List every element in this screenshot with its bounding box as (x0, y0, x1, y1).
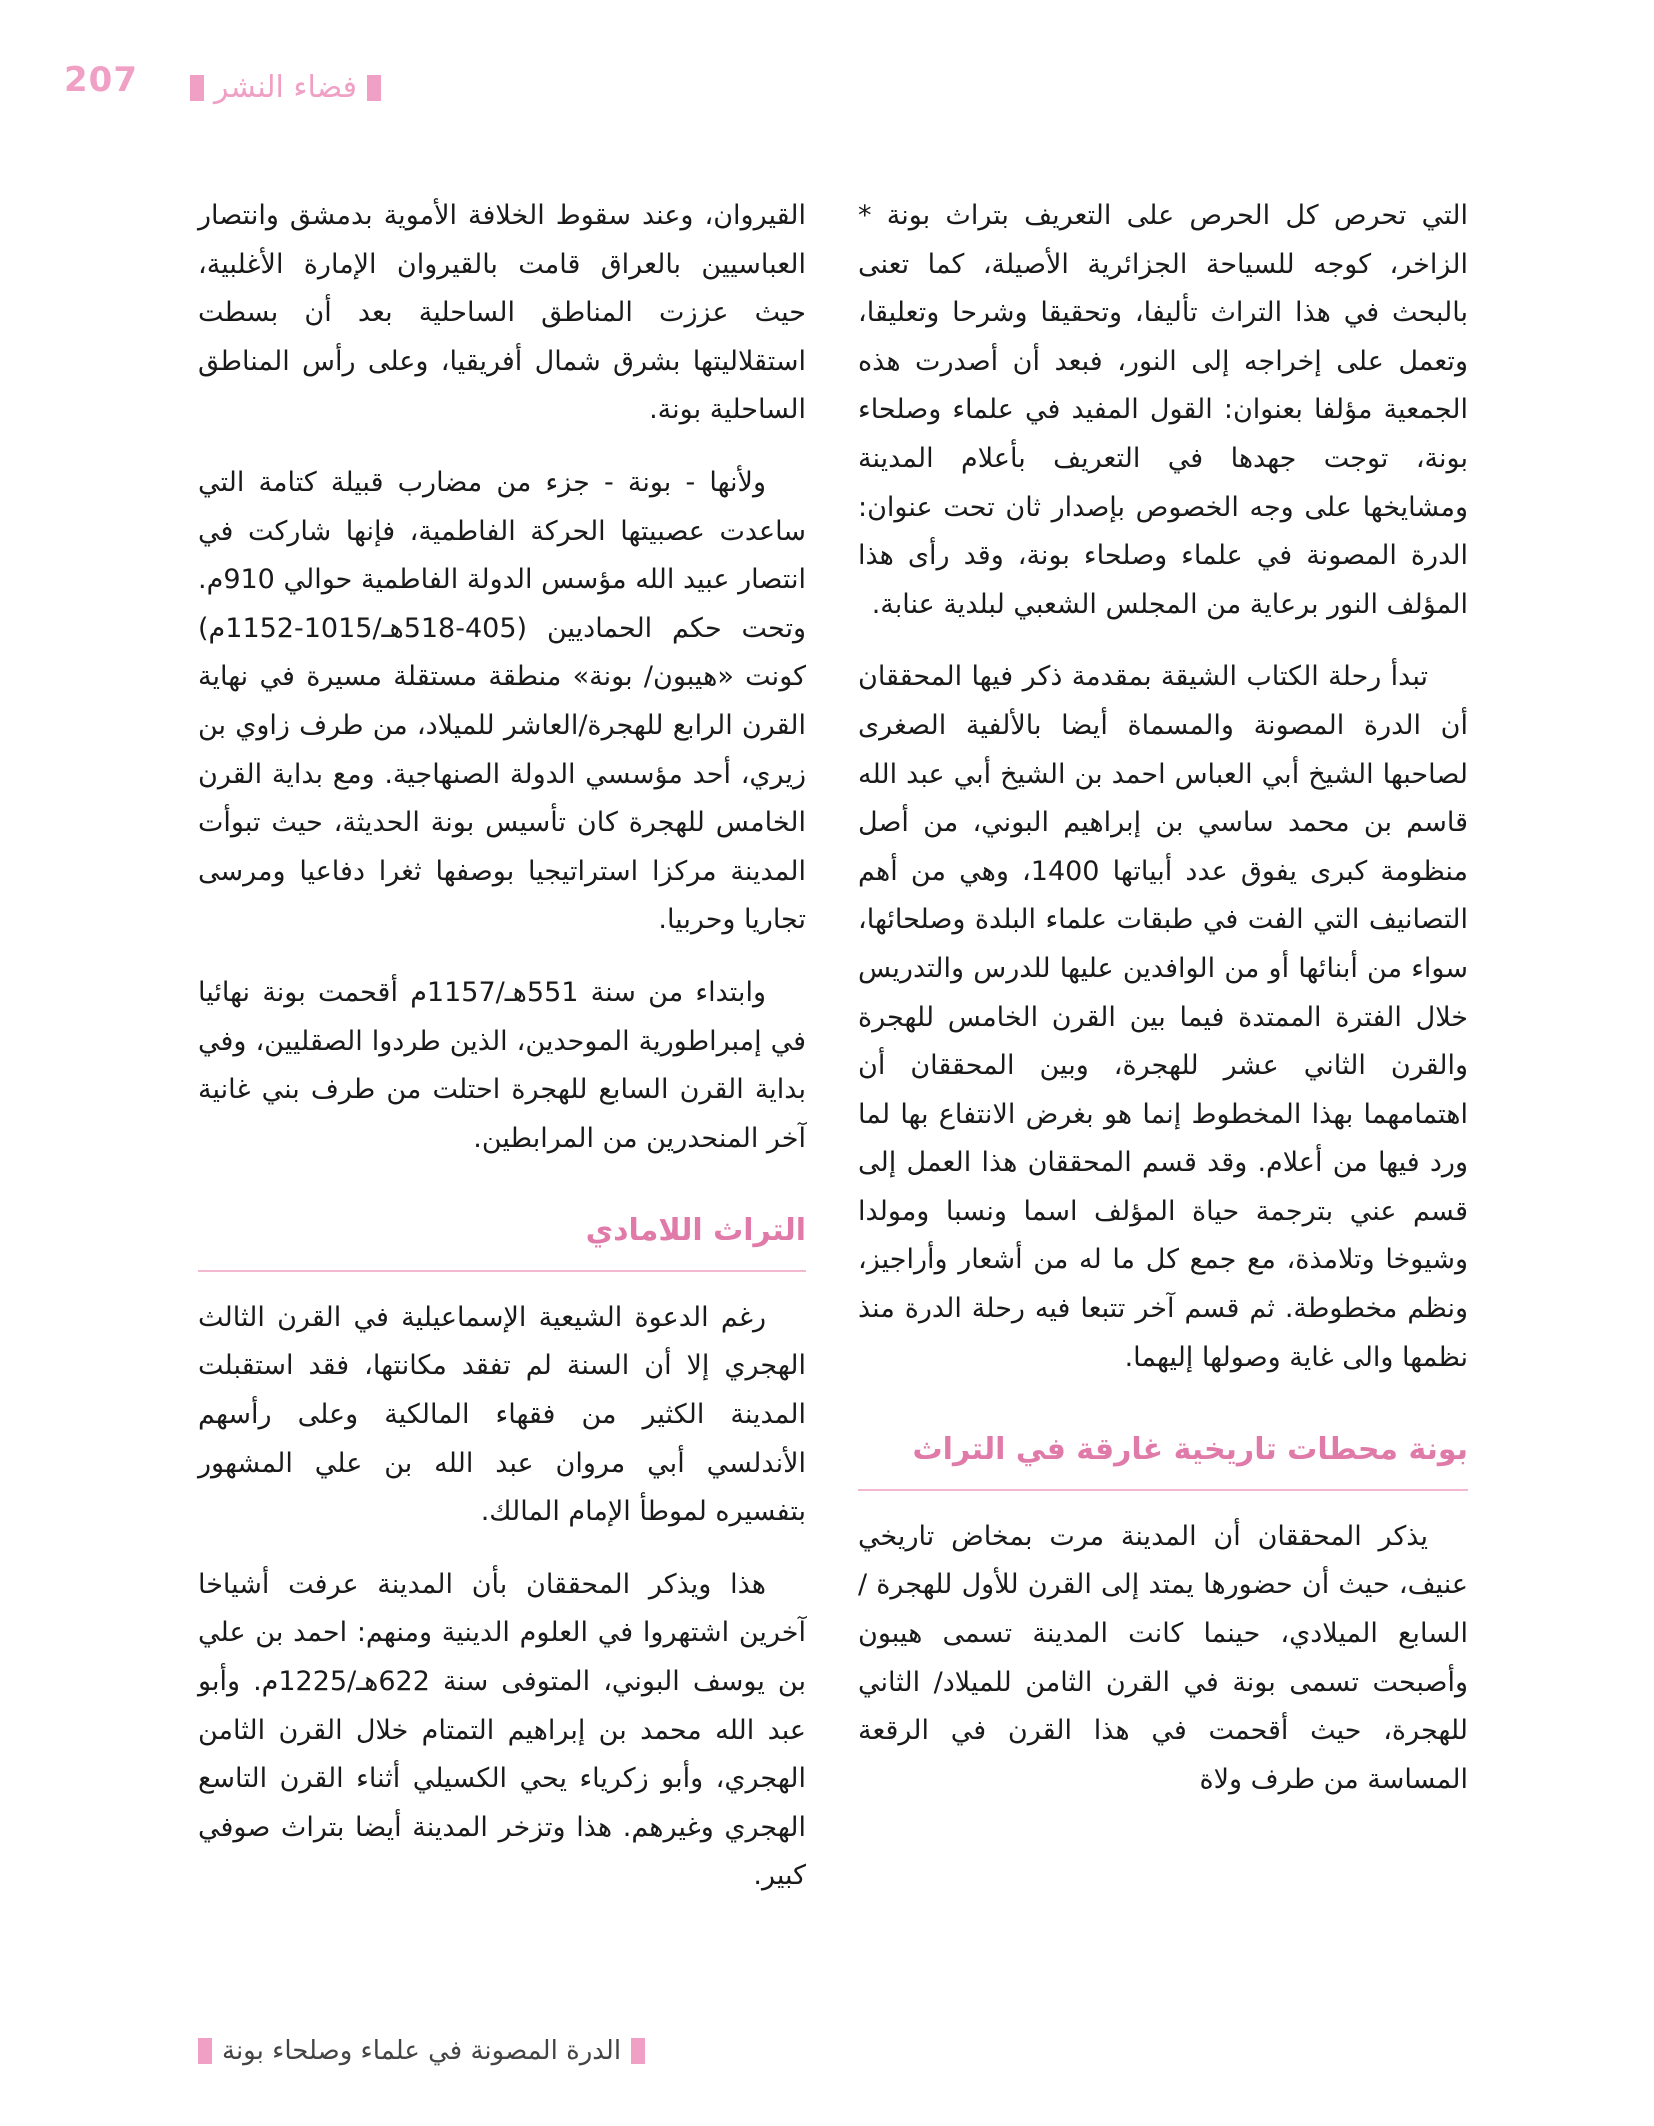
running-header (190, 70, 381, 105)
section-heading-bona: بونة محطات تاريخية غارقة في التراث (858, 1426, 1468, 1491)
section-label: فضاء النشر (214, 70, 357, 105)
left-paragraph-2: ولأنها - بونة - جزء من مضارب قبيلة كتامة التي ساعدت عصبيتها الحركة الفاطمية، فإنها شاركت في انتصار عبيد الله مؤسس الدولة الفاطمية حوالي 910م. وتحت حكم الحماديين (405-518هـ/1015-1152م) كونت «هيبون/ بونة» منطقة مستقلة مسيرة في نهاية القرن الرابع للهجرة/العاشر للميلاد، من طرف زاوي بن زيري، أحد مؤسسي الدولة الصنهاجية. ومع بداية القرن الخامس للهجرة كان تأسيس بونة الحديثة، حيث تبوأت المدينة مركزا استراتيجيا بوصفها ثغرا دفاعيا ومرسى تجاريا وحربيا. (198, 466, 806, 936)
section-heading-intangible: التراث اللامادي (198, 1207, 806, 1272)
footer-title: الدرة المصونة في علماء وصلحاء بونة (222, 2036, 622, 2066)
left-column (198, 192, 806, 1925)
running-footer (198, 2036, 645, 2066)
left-paragraph-3: وابتداء من سنة 551هـ/1157م أقحمت بونة نهائيا في إمبراطورية الموحدين، الذين طردوا الصقليين، وفي بداية القرن السابع للهجرة احتلت من طرف بني غانية آخر المنحدرين من المرابطين. (198, 976, 806, 1154)
right-paragraph-1: التي تحرص كل الحرص على التعريف بتراث بونة * الزاخر، كوجه للسياحة الجزائرية الأصيلة، كما تعنى بالبحث في هذا التراث تأليفا، وتحقيقا وشرحا وتعليقا، وتعمل على إخراجه إلى النور، فبعد أن أصدرت هذه الجمعية مؤلفا بعنوان: القول المفيد في علماء وصلحاء بونة، توجت جهدها في التعريف بأعلام المدينة ومشايخها على وجه الخصوص بإصدار ثان تحت عنوان: الدرة المصونة في علماء وصلحاء بونة، وقد رأى هذا المؤلف النور برعاية من المجلس الشعبي لبلدية عنابة. (858, 200, 1468, 620)
left-paragraph-4: رغم الدعوة الشيعية الإسماعيلية في القرن الثالث الهجري إلا أن السنة لم تفقد مكانتها، فقد استقبلت المدينة الكثير من فقهاء المالكية وعلى رأسهم الأندلسي أبي مروان عبد الله بن علي المشهور بتفسيره لموطأ الإمام المالك. (198, 1301, 806, 1528)
header-bullet-right (367, 75, 381, 101)
page-number: 207 (64, 60, 138, 100)
right-column (858, 192, 1468, 1828)
left-paragraph-5: هذا ويذكر المحققان بأن المدينة عرفت أشياخا آخرين اشتهروا في العلوم الدينية ومنهم: احمد بن علي بن يوسف البوني، المتوفى سنة 622هـ/1225م. وأبو عبد الله محمد بن إبراهيم التمتام خلال القرن الثامن الهجري، وأبو زكرياء يحي الكسيلي أثناء القرن التاسع الهجري وغيرهم. هذا وتزخر المدينة أيضا بتراث صوفي كبير. (198, 1568, 806, 1892)
header-bullet-left (190, 75, 204, 101)
footer-bullet-left (198, 2038, 212, 2064)
right-paragraph-2: تبدأ رحلة الكتاب الشيقة بمقدمة ذكر فيها المحققان أن الدرة المصونة والمسماة أيضا بالألفية الصغرى لصاحبها الشيخ أبي العباس احمد بن الشيخ أبي عبد الله قاسم بن محمد ساسي بن إبراهيم البوني، من أصل منظومة كبرى يفوق عدد أبياتها 1400، وهي من أهم التصانيف التي الفت في طبقات علماء البلدة وصلحائها، سواء من أبنائها أو من الوافدين عليها للدرس والتدريس خلال الفترة الممتدة فيما بين القرن الخامس للهجرة والقرن الثاني عشر للهجرة، وبين المحققان أن اهتمامهما بهذا المخطوط إنما هو بغرض الانتفاع بها لما ورد فيها من أعلام. وقد قسم المحققان هذا العمل إلى قسم عني بترجمة حياة المؤلف اسما ونسبا ومولدا وشيوخا وتلامذة، مع جمع كل ما له من أشعار وأراجيز، ونظم مخطوطة. ثم قسم آخر تتبعا فيه رحلة الدرة منذ نظمها والى غاية وصولها إليهما. (858, 661, 1469, 1373)
left-paragraph-1: القيروان، وعند سقوط الخلافة الأموية بدمشق وانتصار العباسيين بالعراق قامت بالقيروان الإمارة الأغلبية، حيث عززت المناطق الساحلية بعد أن بسطت استقلاليتها بشرق شمال أفريقيا، وعلى رأس المناطق الساحلية بونة. (198, 200, 806, 426)
right-paragraph-3: يذكر المحققان أن المدينة مرت بمخاض تاريخي عنيف، حيث أن حضورها يمتد إلى القرن للأول للهجرة /السابع الميلادي، حينما كانت المدينة تسمى هيبون وأصبحت تسمى بونة في القرن الثامن للميلاد/ الثاني للهجرة، حيث أقحمت في هذا القرن في الرقعة المساسة من طرف ولاة (858, 1520, 1468, 1795)
footer-bullet-right (631, 2038, 645, 2064)
